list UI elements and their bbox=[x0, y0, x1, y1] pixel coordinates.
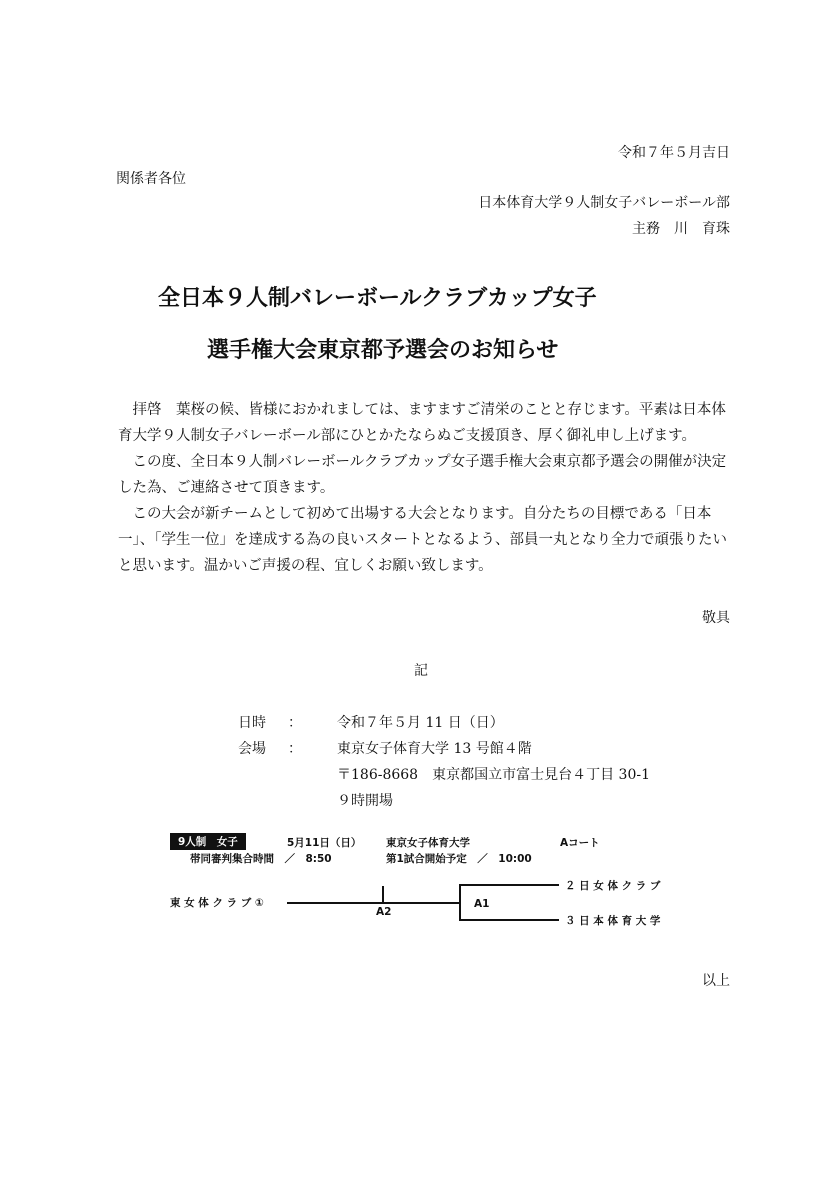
venue-label: 会場 bbox=[238, 741, 266, 757]
record-mark: 記 bbox=[414, 663, 428, 679]
match-a2-label: A2 bbox=[376, 906, 392, 918]
recipient: 関係者各位 bbox=[116, 171, 186, 187]
bracket-date: 5月11日（日） bbox=[287, 837, 362, 849]
body-paragraph: この大会が新チームとして初めて出場する大会となります。自分たちの目標である「日本一」、「学生一位」を達成する為の良いスタートとなるよう、部員一丸となり全力で頑張りたいと思います。温かいご声援の程、宜しくお願い致します。 bbox=[118, 506, 727, 574]
date-value: 令和７年５月 11 日（日） bbox=[337, 715, 504, 731]
body-paragraph: 拝啓 葉桜の候、皆様におかれましては、ますますご清栄のことと存じます。平素は日本体育大学９人制女子バレーボール部にひとかたならぬご支援頂き、厚く御礼申し上げます。 bbox=[118, 402, 726, 444]
team-2: ２ 日 女 体 ク ラ ブ bbox=[565, 880, 661, 892]
end-mark: 以上 bbox=[702, 973, 730, 989]
bracket-line bbox=[287, 902, 459, 904]
referee-time: 帯同審判集合時間 ／ 8:50 bbox=[190, 853, 332, 865]
closing: 敬具 bbox=[702, 610, 730, 626]
title-line-2: 選手権大会東京都予選会のお知らせ bbox=[207, 338, 559, 363]
category-label: 9人制 女子 bbox=[170, 833, 246, 850]
first-match-time: 第1試合開始予定 ／ 10:00 bbox=[386, 853, 532, 865]
venue-value: 東京女子体育大学 13 号館４階 bbox=[337, 741, 532, 757]
letter-body bbox=[118, 397, 730, 579]
bracket-line bbox=[382, 886, 384, 902]
sender-person: 主務 川 育珠 bbox=[632, 221, 730, 237]
title-line-1: 全日本９人制バレーボールクラブカップ女子 bbox=[158, 286, 597, 311]
bracket-venue: 東京女子体育大学 bbox=[386, 837, 470, 849]
match-a1-label: A1 bbox=[474, 898, 490, 910]
document-date: 令和７年５月吉日 bbox=[618, 145, 730, 161]
bracket-line bbox=[459, 919, 559, 921]
venue-separator: ： bbox=[288, 741, 302, 757]
opening-time: ９時開場 bbox=[337, 793, 393, 809]
team-3: ３ 日 本 体 育 大 学 bbox=[565, 915, 661, 927]
sender-organization: 日本体育大学９人制女子バレーボール部 bbox=[478, 195, 730, 211]
team-1: 東 女 体 ク ラ ブ ① bbox=[170, 897, 264, 909]
date-separator: ： bbox=[288, 715, 302, 731]
bracket-line bbox=[459, 884, 461, 920]
body-paragraph: この度、全日本９人制バレーボールクラブカップ女子選手権大会東京都予選会の開催が決定した為、ご連絡させて頂きます。 bbox=[118, 454, 727, 496]
date-label: 日時 bbox=[238, 715, 266, 731]
venue-address: 〒186-8668 東京都国立市富士見台４丁目 30-1 bbox=[337, 767, 650, 783]
court-label: Aコート bbox=[560, 837, 600, 849]
bracket-line bbox=[459, 884, 559, 886]
